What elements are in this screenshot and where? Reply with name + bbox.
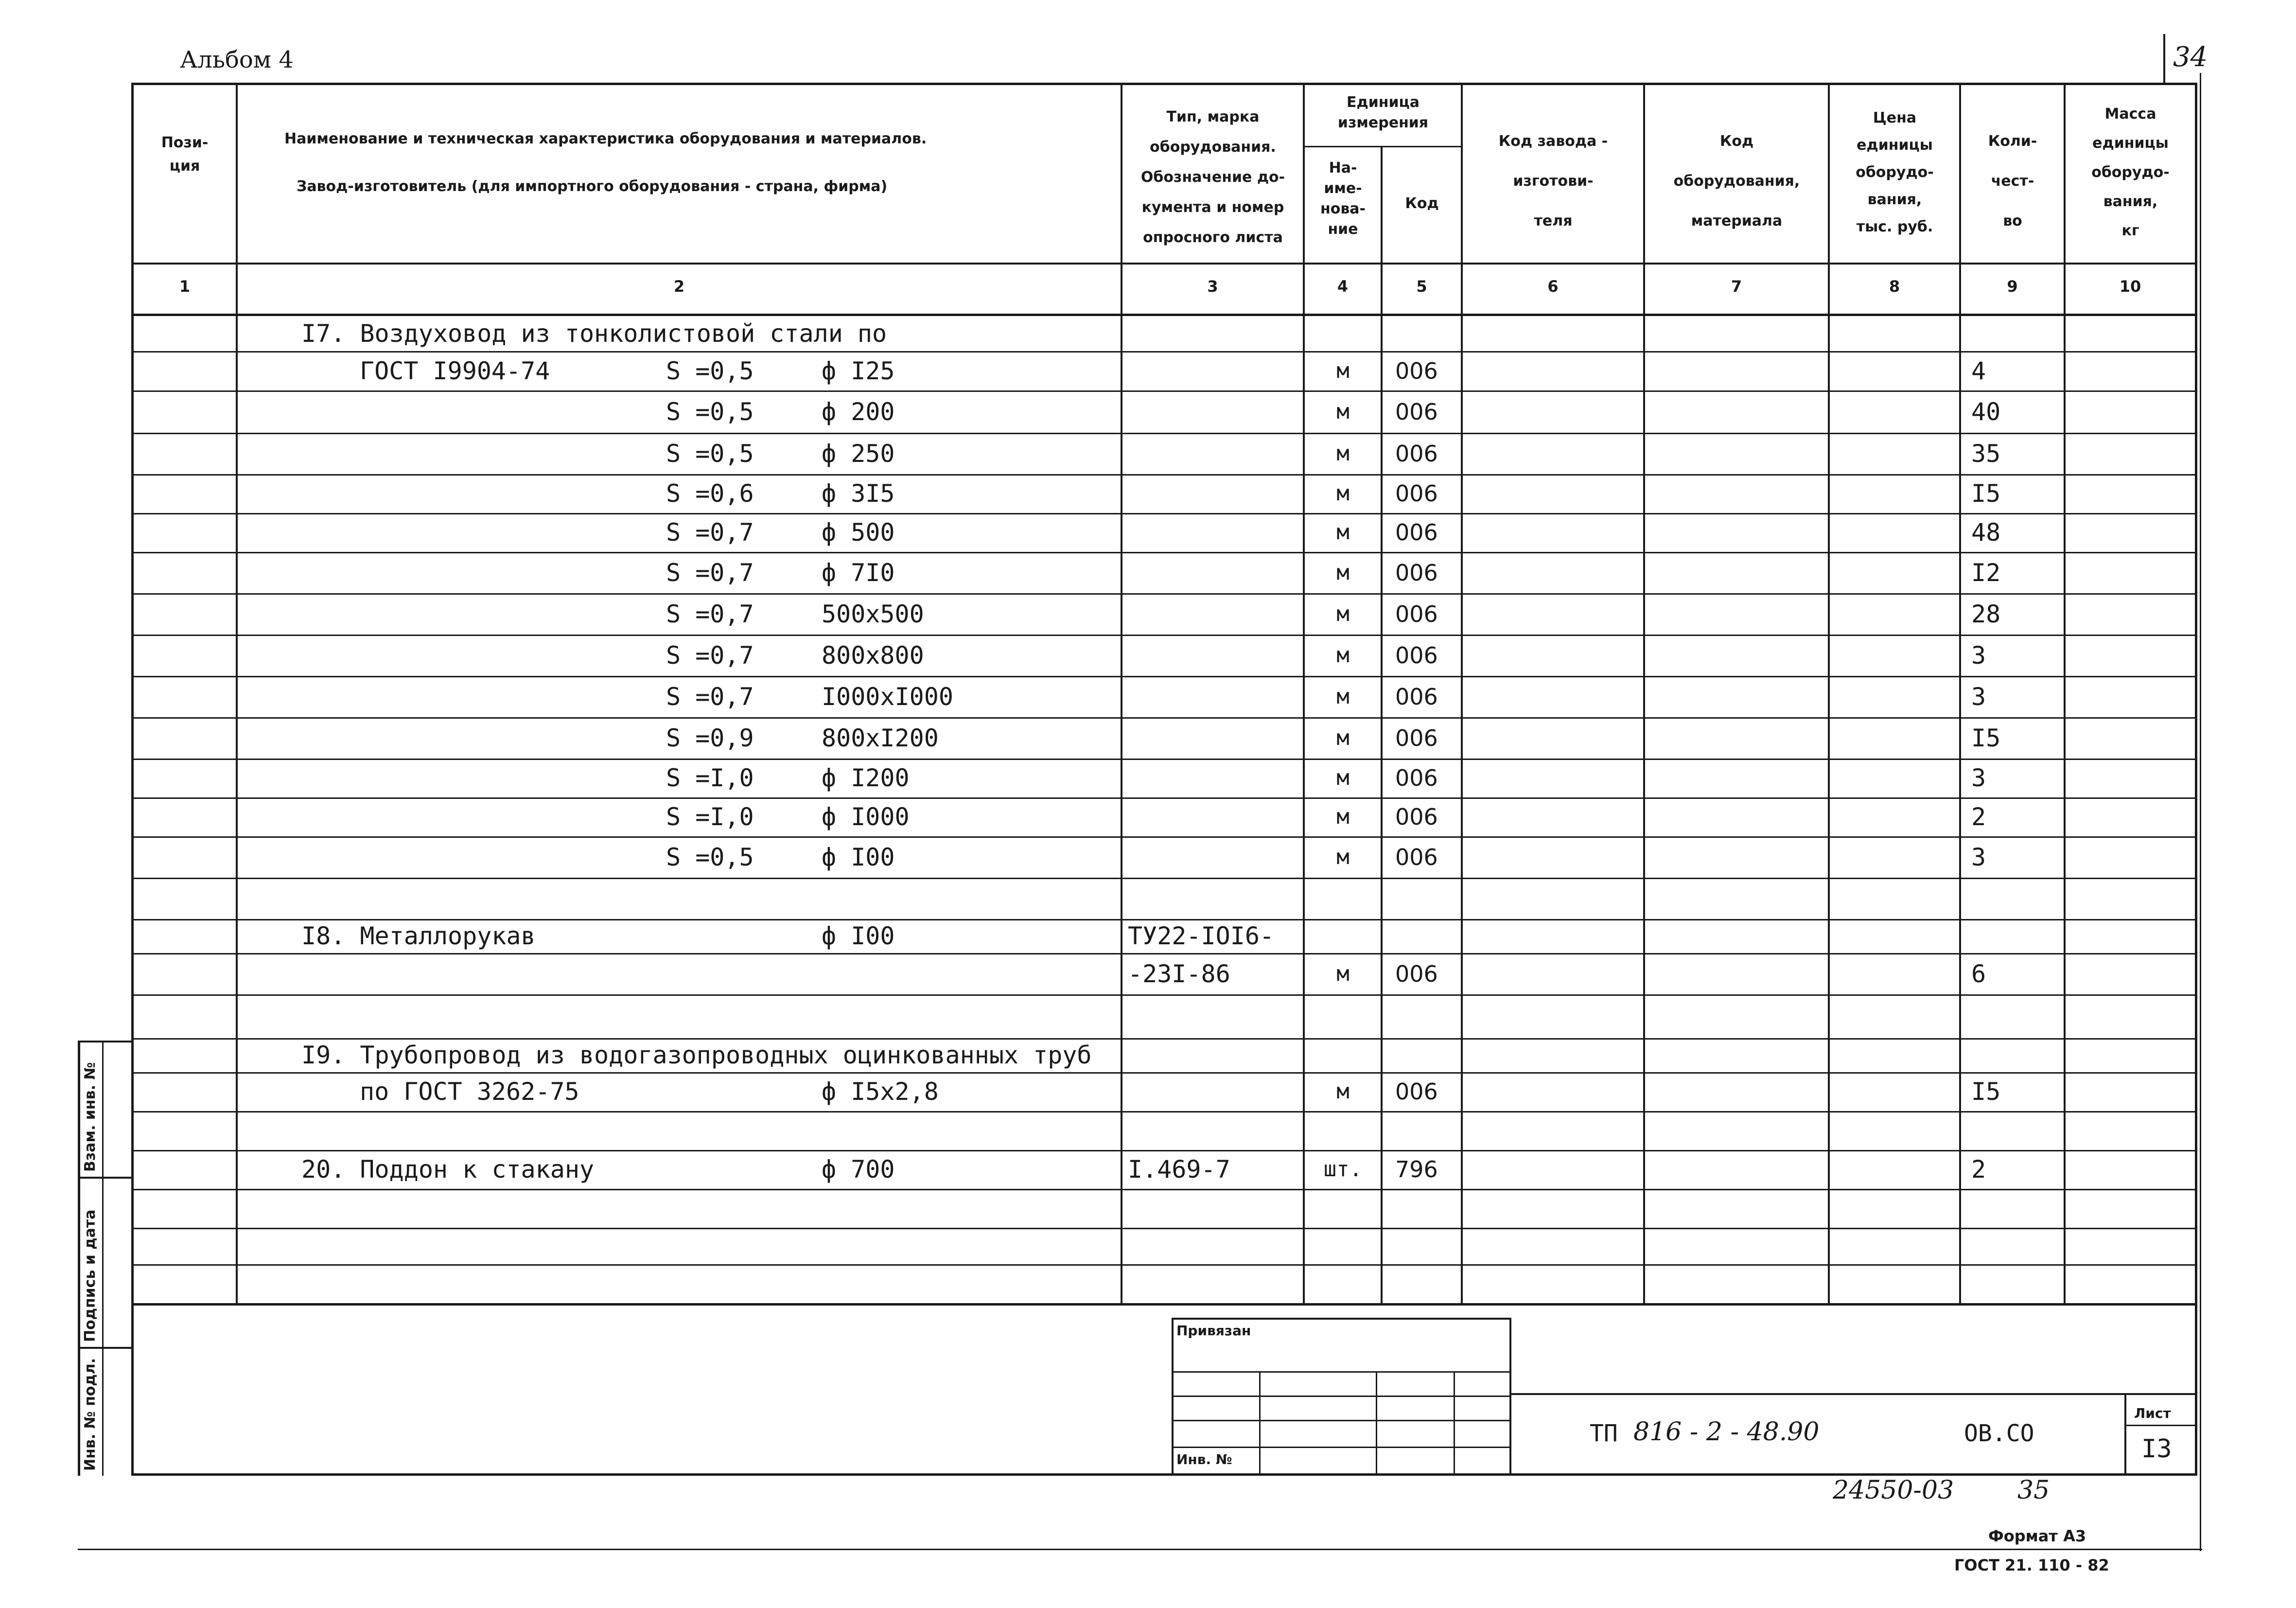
bound-label: Привязан: [1176, 1323, 1251, 1339]
item-quantity: 3: [1971, 843, 1986, 871]
item-thickness: S =0,6: [666, 479, 754, 508]
doc-code-prefix: ТП: [1590, 1420, 1618, 1447]
side-label-signature-date: Подпись и дата: [82, 1209, 99, 1342]
item-dimension: ф 700: [822, 1155, 895, 1184]
item-dimension: ф I00: [822, 843, 895, 871]
item-thickness: S =0,7: [666, 683, 754, 711]
item-code: 006: [1395, 642, 1438, 669]
item-unit: м: [1336, 765, 1350, 790]
item-code: 006: [1395, 441, 1438, 467]
item-quantity: 3: [1971, 641, 1986, 670]
item-dimension: 500x500: [822, 600, 924, 628]
item-quantity: I5: [1971, 1078, 2001, 1106]
item-dimension: ф I25: [822, 357, 895, 385]
item-thickness: S =I,0: [666, 803, 754, 831]
item-name: I8. Металлорукав: [301, 922, 536, 950]
col-header-factory-code: Код завода - изготови- теля: [1498, 133, 1608, 230]
item-thickness: S =0,5: [666, 843, 754, 871]
item-quantity: 3: [1971, 764, 1986, 792]
item-code: 006: [1395, 399, 1438, 425]
item-code: 006: [1395, 765, 1438, 791]
doc-code-suffix: ОВ.СО: [1964, 1420, 2034, 1447]
item-quantity: 28: [1971, 600, 2001, 628]
format-label: Формат А3: [1988, 1527, 2086, 1545]
col-header-type: Тип, марка оборудования. Обозначение до- кумента и номер опросного листа: [1140, 108, 1285, 246]
item-thickness: S =0,5: [666, 440, 754, 468]
item-thickness: S =0,7: [666, 600, 754, 628]
item-unit: м: [1336, 845, 1350, 869]
item-document: -23I-86: [1128, 960, 1230, 988]
item-unit: м: [1336, 961, 1350, 986]
item-thickness: S =0,7: [666, 559, 754, 587]
page-mark-bracket-v: [2163, 34, 2165, 83]
item-unit: м: [1336, 643, 1350, 668]
item-code: 006: [1395, 601, 1438, 627]
col-header-unit: Единица измерения: [1337, 94, 1429, 131]
item-thickness: S =0,7: [666, 518, 754, 547]
item-unit: м: [1336, 684, 1350, 709]
item-name: ГОСТ I9904-74: [360, 357, 550, 385]
item-code: 006: [1395, 804, 1438, 830]
item-dimension: ф I000: [822, 803, 910, 831]
item-unit: м: [1336, 399, 1350, 424]
side-label-replace-inv: Взам. инв. №: [82, 1062, 99, 1172]
item-code: 006: [1395, 844, 1438, 870]
handwritten-number: 24550-03: [1833, 1476, 1954, 1505]
item-thickness: S =0,5: [666, 357, 754, 385]
item-dimension: I000xI000: [822, 683, 953, 711]
doc-code-hand: 816 - 2 - 48.90: [1633, 1417, 1820, 1447]
item-name: I9. Трубопровод из водогазопроводных оцинкованных труб: [301, 1041, 1092, 1069]
item-unit: м: [1336, 725, 1350, 750]
col-header-equipment-code: Код оборудования, материала: [1673, 133, 1800, 230]
item-quantity: 40: [1971, 398, 2001, 426]
item-quantity: 4: [1971, 357, 1986, 385]
item-unit: м: [1336, 1079, 1350, 1104]
item-quantity: I2: [1971, 559, 2001, 587]
item-unit: м: [1336, 441, 1350, 466]
item-dimension: ф 7I0: [822, 559, 895, 587]
item-code: 006: [1395, 358, 1438, 384]
item-unit: м: [1336, 358, 1350, 383]
item-dimension: ф 250: [822, 440, 895, 468]
side-label-orig-inv: Инв. № подл.: [82, 1358, 99, 1471]
item-dimension: 800x800: [822, 641, 924, 670]
item-quantity: 3: [1971, 683, 1986, 711]
col-header-name-line1: Наименование и техническая характеристика оборудования и материалов.: [284, 130, 927, 147]
item-code: 006: [1395, 480, 1438, 507]
item-thickness: S =0,5: [666, 398, 754, 426]
item-unit: м: [1336, 481, 1350, 506]
item-document: I.469-7: [1128, 1155, 1230, 1184]
sheet-label: Лист: [2134, 1405, 2171, 1421]
item-dimension: ф I200: [822, 764, 910, 792]
item-quantity: 2: [1971, 803, 1986, 831]
right-edge-rule: [2200, 73, 2201, 1551]
item-unit: м: [1336, 804, 1350, 829]
sheet-number: I3: [2141, 1434, 2172, 1464]
item-code: 006: [1395, 560, 1438, 586]
col-header-mass: Масса единицы оборудо- вания, кг: [2091, 106, 2170, 239]
item-quantity: 35: [1971, 440, 2001, 468]
inv-label: Инв. №: [1176, 1451, 1232, 1467]
item-thickness: S =I,0: [666, 764, 754, 792]
item-code: 006: [1395, 1078, 1438, 1105]
item-unit: м: [1336, 520, 1350, 545]
col-header-unit-name: На- име- нова- ние: [1320, 159, 1366, 238]
col-header-name-line2: Завод-изготовитель (для импортного оборудования - страна, фирма): [297, 178, 888, 195]
item-code: 796: [1395, 1156, 1438, 1183]
item-dimension: 800xI200: [822, 724, 939, 752]
gost-label: ГОСТ 21. 110 - 82: [1954, 1556, 2109, 1574]
item-document: ТУ22-IOI6-: [1128, 922, 1275, 950]
item-code: 006: [1395, 725, 1438, 751]
item-dimension: ф 200: [822, 398, 895, 426]
item-name: I7. Воздуховод из тонколистовой стали по: [301, 319, 887, 348]
item-quantity: I5: [1971, 724, 2001, 752]
item-thickness: S =0,7: [666, 641, 754, 670]
col-header-quantity: Коли- чест- во: [1988, 133, 2037, 230]
item-dimension: ф I5x2,8: [822, 1078, 939, 1106]
item-code: 006: [1395, 961, 1438, 987]
item-name: 20. Поддон к стакану: [301, 1155, 595, 1184]
item-dimension: ф 3I5: [822, 479, 895, 508]
item-name: по ГОСТ 3262-75: [360, 1078, 579, 1106]
item-unit: шт.: [1323, 1157, 1363, 1182]
col-header-position: Пози- ция: [161, 134, 209, 175]
item-quantity: 6: [1971, 960, 1986, 988]
item-quantity: 2: [1971, 1155, 1986, 1184]
item-quantity: I5: [1971, 479, 2001, 508]
col-header-price: Цена единицы оборудо- вания, тыс. руб.: [1856, 109, 1934, 235]
handwritten-number-2: 35: [2017, 1476, 2050, 1505]
item-unit: м: [1336, 560, 1350, 585]
item-quantity: 48: [1971, 518, 2001, 547]
item-unit: м: [1336, 601, 1350, 626]
item-code: 006: [1395, 684, 1438, 710]
item-code: 006: [1395, 519, 1438, 546]
item-dimension: ф 500: [822, 518, 895, 547]
page-mark: 34: [2173, 41, 2208, 73]
col-header-unit-code: Код: [1405, 195, 1439, 212]
bottom-rule: [78, 1549, 2202, 1550]
item-dimension: ф I00: [822, 922, 895, 950]
album-label: Альбом 4: [180, 46, 294, 73]
item-thickness: S =0,9: [666, 724, 754, 752]
